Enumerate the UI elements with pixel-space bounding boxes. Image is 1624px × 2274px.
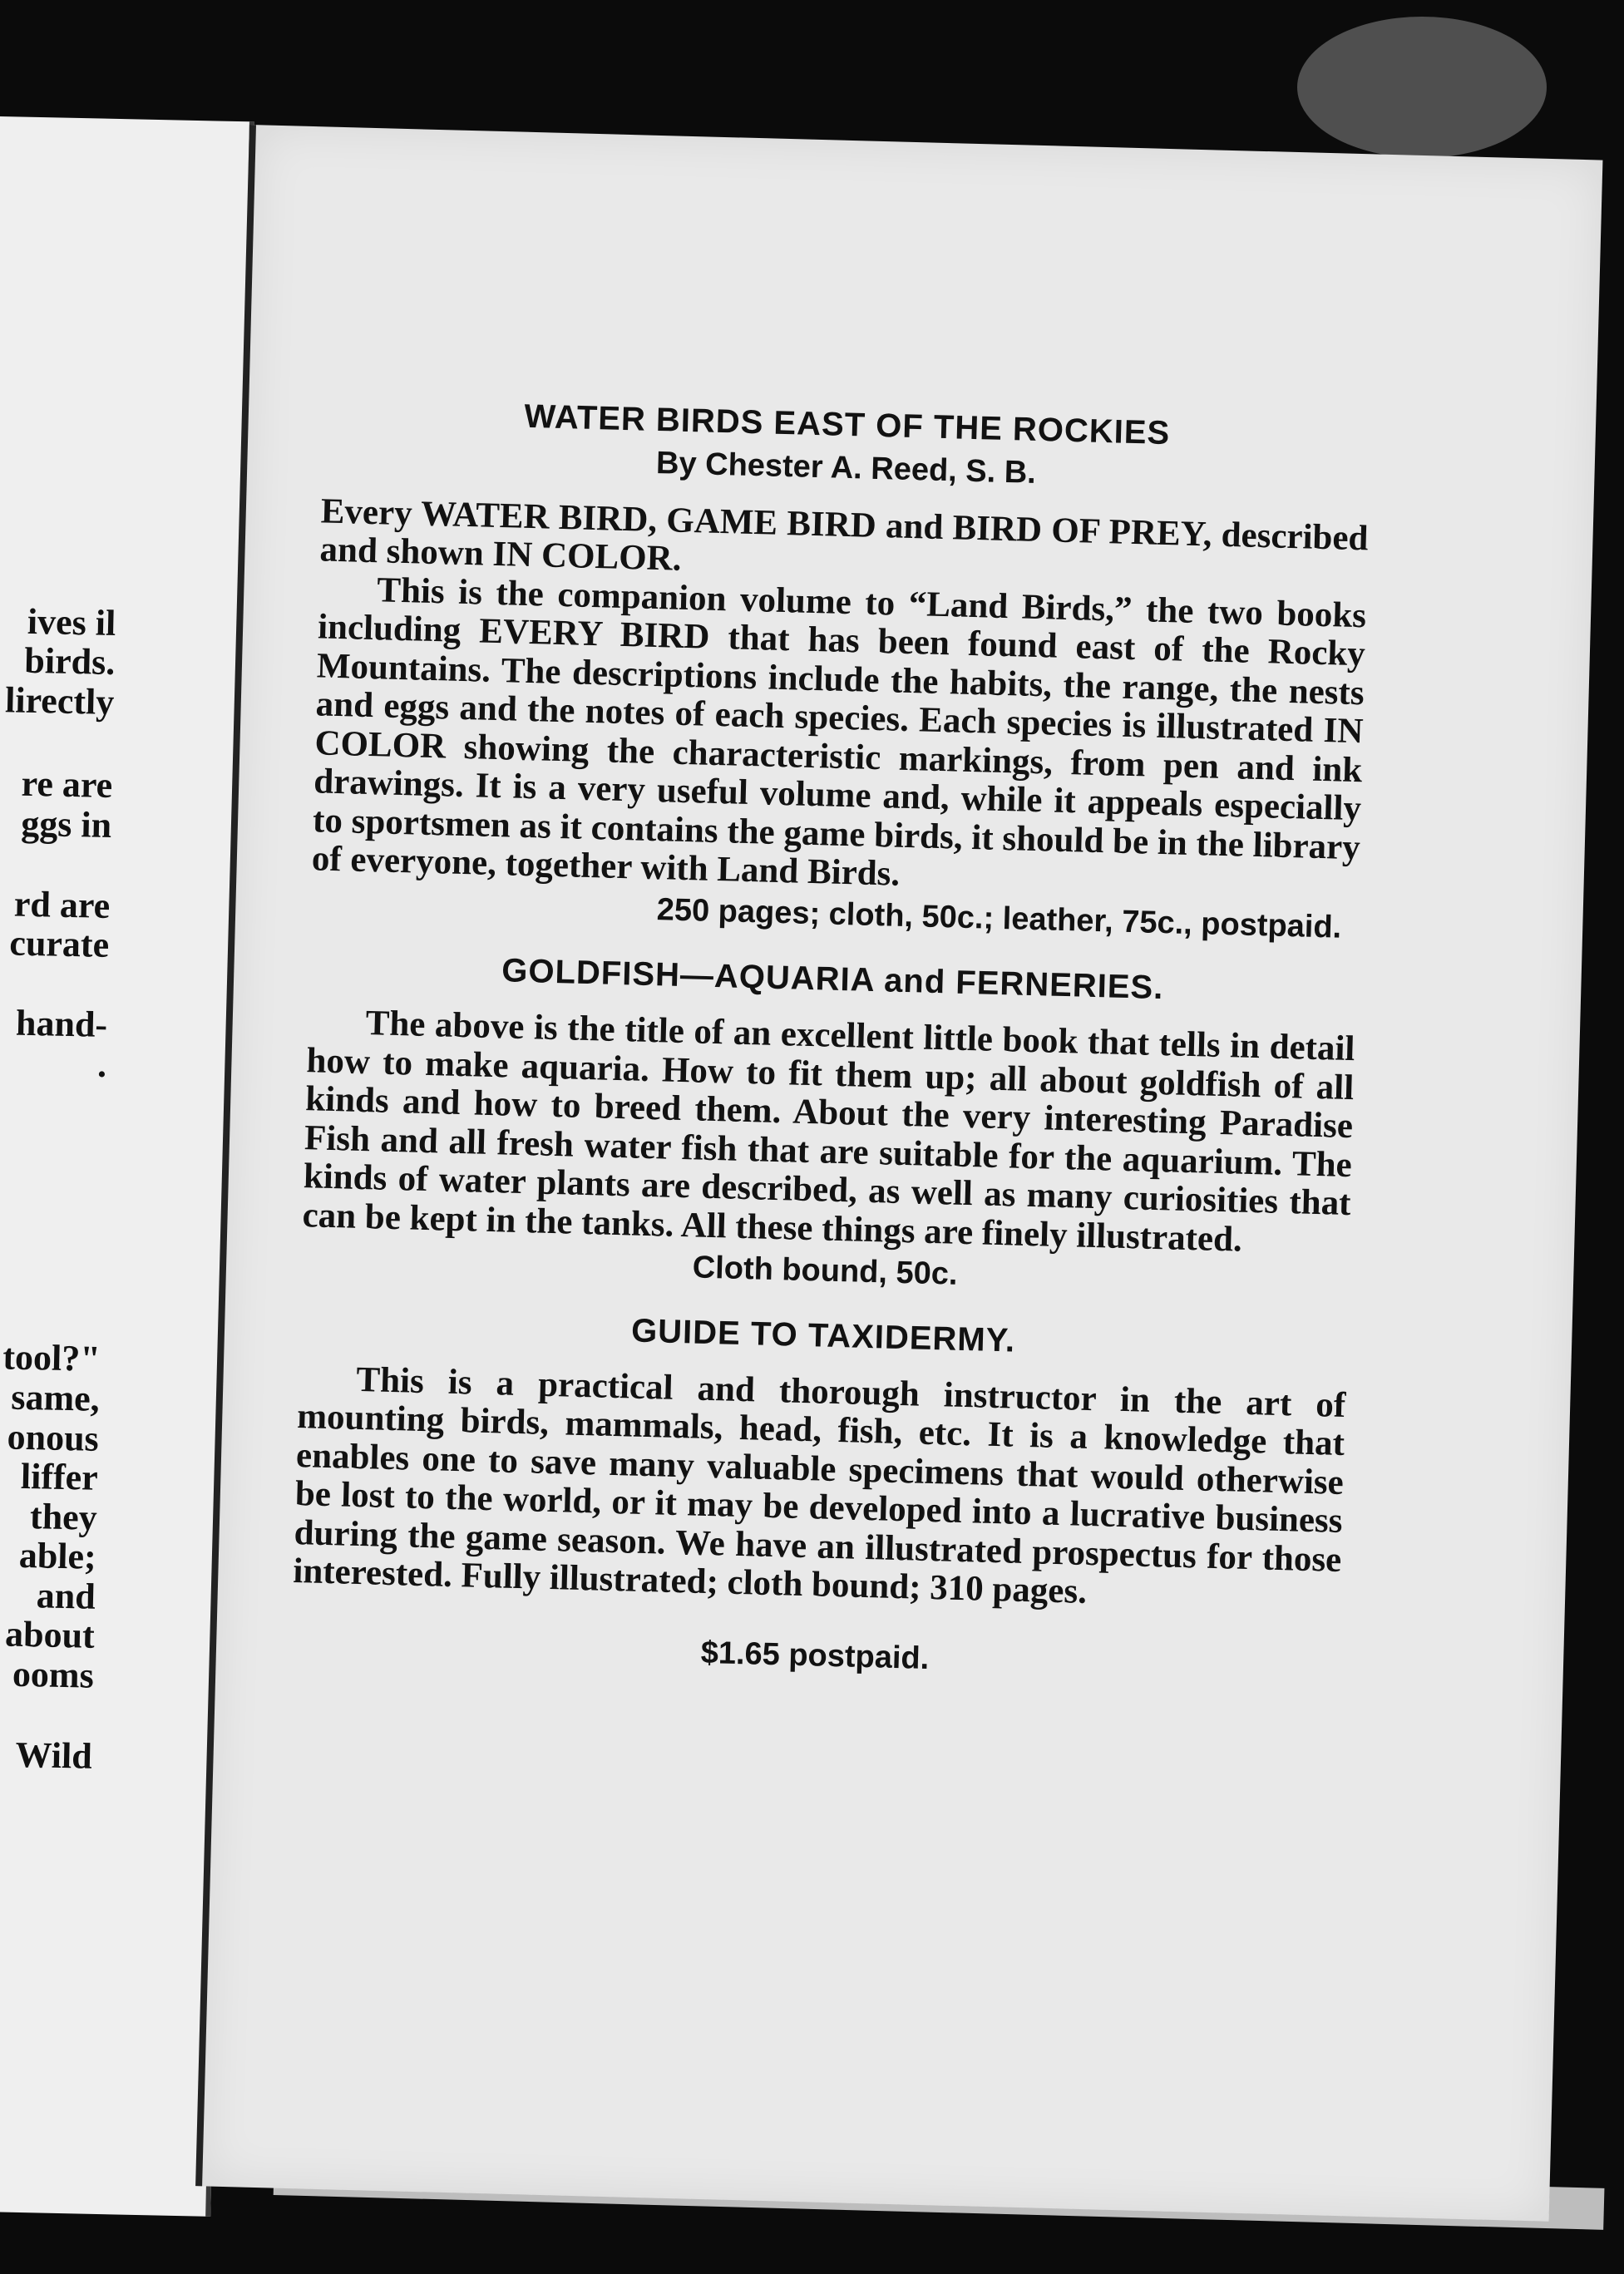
paragraph: This is the companion volume to “Land Birds,” the two books including EVERY BIRD that has been found east of the Rocky Mountains. The descriptions include the habits, the range, the nests and eggs and the notes of each species. Each species is illustrated IN COLOR showing the characteristic markings, from pen and ink drawings. It is a very useful volume and, while it appeals especially to sportsmen as it contains the game birds, it should be in the library of everyone, together with Land Birds. [311, 570, 1367, 894]
price-line: Cloth bound, 50c. [692, 1250, 959, 1292]
left-fragment: able; [18, 1534, 97, 1577]
left-fragment: tool?" [2, 1336, 101, 1379]
left-fragment: birds. [23, 639, 116, 683]
left-fragment: ives il [27, 600, 116, 644]
left-fragment: rd are [13, 883, 111, 926]
ad-goldfish [301, 948, 1357, 1303]
section-heading: WATER BIRDS EAST OF THE ROCKIES [523, 397, 1171, 452]
left-fragment: onous [7, 1416, 100, 1459]
foliage-mark [1297, 17, 1547, 158]
price-line: 250 pages; cloth, 50c.; leather, 75c., postpaid. [656, 892, 1342, 946]
author-byline: By Chester A. Reed, S. B. [655, 445, 1037, 491]
ad-water-birds [310, 392, 1371, 946]
paragraph: This is a practical and thorough instructor in the art of mounting birds, mammals, head, fish, etc. It is a knowledge that enables one to save many valuable specimens that would otherwise be lost to the world, or it may be developed into a lucrative business during the game season. We have an illustrated prospectus for those interested. Fully illustrated; cloth bound; 310 pages. [292, 1359, 1346, 1612]
book-page [195, 125, 1602, 2222]
left-fragment: lirectly [4, 679, 115, 723]
paragraph: The above is the title of an excellent little book that tells in detail how to make aquaria. How to fit them up; all about goldfish of all kinds and how to breed them. About the very interesting Paradise Fish and all fresh water fish that are suitable for the aquarium. The kinds of water plants are described, as well as many curiosities that can be kept in the tanks. All these things are finely illustrated. [302, 1004, 1355, 1260]
left-fragment: ggs in [20, 802, 112, 846]
left-fragment: liffer [20, 1455, 99, 1498]
left-fragment: curate [8, 922, 110, 965]
price-line: $1.65 postpaid. [700, 1635, 930, 1676]
page-content [290, 392, 1371, 1715]
paragraph: Every WATER BIRD, GAME BIRD and BIRD OF PREY, described and shown IN COLOR. [319, 491, 1370, 580]
left-fragment: . [96, 1043, 107, 1085]
left-fragment: and [36, 1575, 96, 1617]
left-fragment: about [4, 1613, 96, 1656]
left-fragment: they [29, 1496, 98, 1538]
section-heading: GOLDFISH—AQUARIA and FERNERIES. [501, 952, 1164, 1007]
left-fragment: Wild [15, 1734, 93, 1777]
left-fragment: hand- [15, 1002, 108, 1045]
left-fragment: re are [21, 762, 113, 807]
left-fragment: same, [10, 1376, 101, 1419]
left-fragment: ooms [12, 1653, 95, 1696]
section-heading: GUIDE TO TAXIDERMY. [630, 1312, 1016, 1359]
ad-taxidermy [291, 1304, 1348, 1687]
